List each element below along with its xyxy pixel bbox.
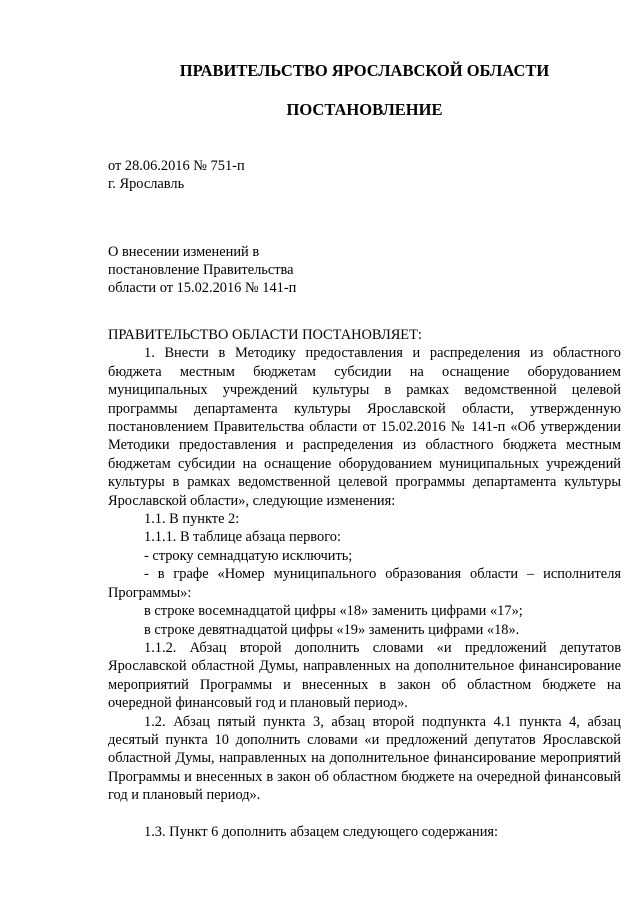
document-meta bbox=[108, 157, 621, 193]
paragraph: 1.1.1. В таблице абзаца первого: bbox=[144, 529, 341, 546]
paragraph: 1. Внести в Методику предоставления и распределения из областного бюджета местным бюджетам субсидии на оснащение оборудованием муниципальных учреждений культуры в рамках ведомственной целевой программы департамента культуры Ярославской области, утвержденную постановлением Правительства области от 15.02.2016 № 141-п «Об утверждении Методики предоставления и распределения из областного бюджета местным бюджетам субсидии на оснащение оборудованием муниципальных учреждений культуры в рамках ведомственной целевой программы департамента культуры Ярославской области», следующие изменения: bbox=[108, 345, 621, 509]
paragraph: 1.1. В пункте 2: bbox=[144, 511, 240, 528]
paragraph: - строку семнадцатую исключить; bbox=[144, 547, 353, 564]
date-number: от 28.06.2016 № 751-п bbox=[108, 158, 245, 174]
decree-line: ПРАВИТЕЛЬСТВО ОБЛАСТИ ПОСТАНОВЛЯЕТ: bbox=[108, 327, 422, 343]
document-subject bbox=[108, 243, 621, 297]
government-heading: ПРАВИТЕЛЬСТВО ЯРОСЛАВСКОЙ ОБЛАСТИ bbox=[179, 61, 550, 80]
document-body bbox=[108, 326, 621, 841]
paragraph: 1.1.2. Абзац второй дополнить словами «и предложений депутатов Ярославской областной Думы, направленных на дополнительное финансирование мероприятий Программы и внесенных в закон об областном бюджете на очередной финансовый год и плановый период». bbox=[108, 639, 621, 712]
city: г. Ярославль bbox=[108, 176, 185, 192]
paragraph: 1.2. Абзац пятый пункта 3, абзац второй подпункта 4.1 пункта 4, абзац десятый пункта 10 дополнить словами «и предложений депутатов Ярославской областной Думы, направленных на дополнительное финансирование мероприятий Программы и внесенных в закон об областном бюджете на очередной финансовый год и плановый период». bbox=[108, 713, 621, 804]
subject-line: О внесении изменений в bbox=[108, 244, 260, 260]
document-type-heading: ПОСТАНОВЛЕНИЕ bbox=[286, 100, 443, 119]
paragraph: в строке восемнадцатой цифры «18» заменить цифрами «17»; bbox=[144, 603, 523, 620]
paragraph: в строке девятнадцатой цифры «19» заменить цифрами «18». bbox=[144, 621, 520, 638]
subject-line: постановление Правительства bbox=[108, 262, 294, 278]
subject-line: области от 15.02.2016 № 141-п bbox=[108, 280, 297, 296]
paragraph: 1.3. Пункт 6 дополнить абзацем следующего содержания: bbox=[144, 823, 499, 840]
paragraph: - в графе «Номер муниципального образования области – исполнителя Программы»: bbox=[108, 566, 621, 601]
